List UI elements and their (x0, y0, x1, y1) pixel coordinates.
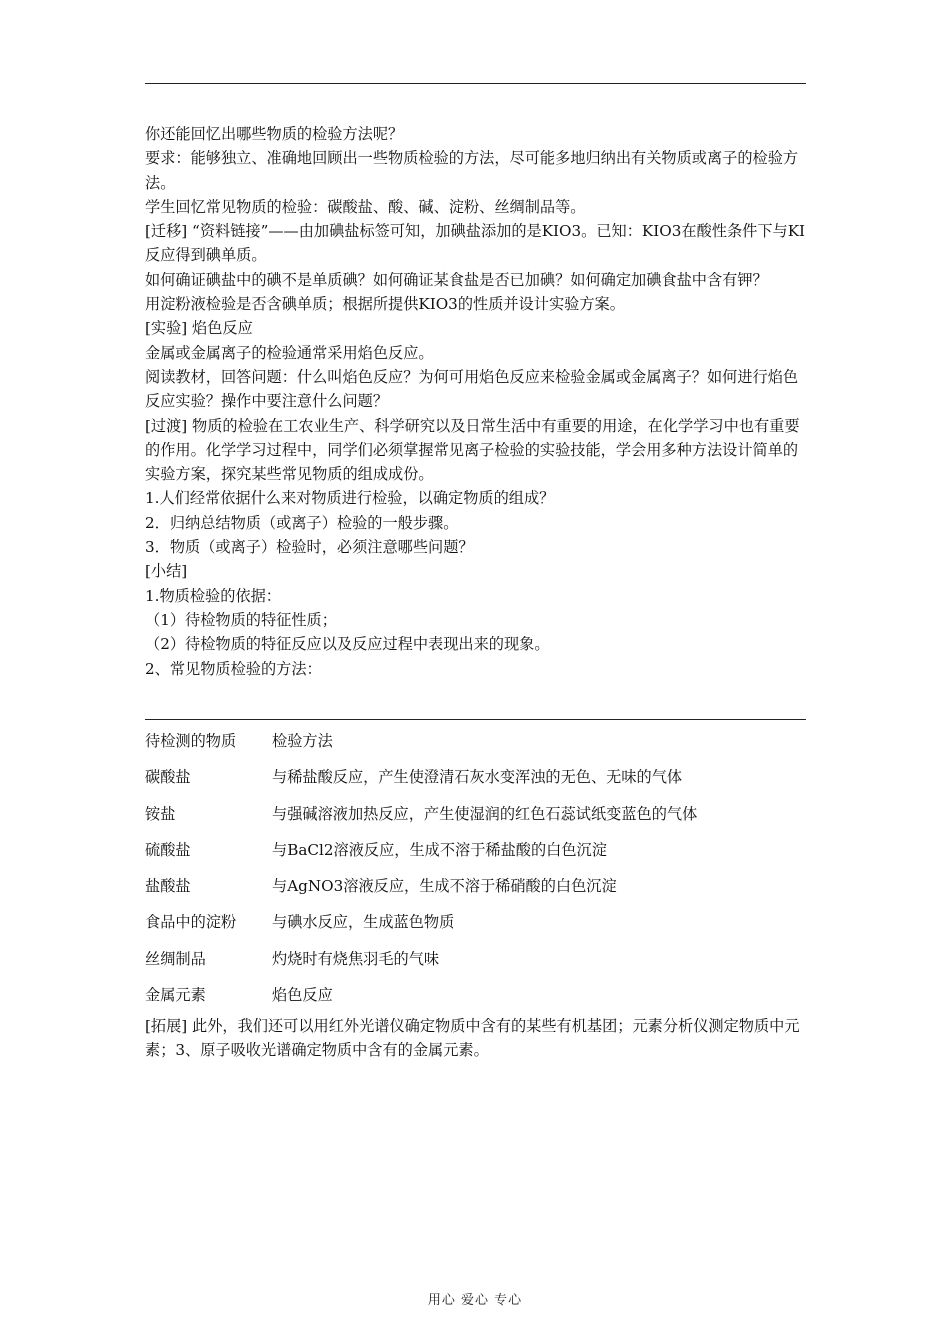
question-item: 2．归纳总结物质（或离子）检验的一般步骤。 (145, 513, 459, 532)
table-row (145, 947, 807, 983)
paragraph: [过渡] 物质的检验在工农业生产、科学研究以及日常生活中有重要的用途，在化学学习中也有重要的作用。化学学习过程中，同学们必须掌握常见离子检验的实验技能，学会用多种方法设计简单的实验方案，探究某些常见物质的组成成份。 (145, 416, 800, 484)
detection-methods-table (145, 729, 807, 1019)
summary-item: （1）待检物质的特征性质； (145, 610, 337, 629)
extension-section (145, 1014, 807, 1063)
table-cell-method: 与BaCl2溶液反应，生成不溶于稀盐酸的白色沉淀 (272, 840, 607, 859)
table-header-substance: 待检测的物质 (145, 732, 237, 750)
table-cell-method: 与碘水反应，生成蓝色物质 (272, 913, 455, 932)
table-cell-method: 与强碱溶液加热反应，产生使湿润的红色石蕊试纸变蓝色的气体 (272, 804, 698, 823)
paragraph: 金属或金属离子的检验通常采用焰色反应。 (145, 343, 434, 362)
table-header-row (145, 729, 807, 765)
table-row (145, 910, 807, 946)
header-rule (145, 83, 806, 84)
paragraph: 如何确证碘盐中的碘不是单质碘？如何确证某食盐是否已加碘？如何确定加碘食盐中含有钾？ (145, 270, 768, 289)
table-cell-method: 焰色反应 (272, 986, 333, 1005)
table-cell-substance: 丝绸制品 (145, 949, 206, 968)
summary-item: 2、常见物质检验的方法： (145, 659, 322, 678)
table-row (145, 874, 807, 910)
table-cell-method: 灼烧时有烧焦羽毛的气味 (272, 949, 440, 968)
question-item: 1.人们经常依据什么来对物质进行检验，以确定物质的组成？ (145, 489, 555, 508)
table-cell-method: 与稀盐酸反应，产生使澄清石灰水变浑浊的无色、无味的气体 (272, 768, 683, 787)
table-cell-method: 与AgNO3溶液反应，生成不溶于稀硝酸的白色沉淀 (272, 877, 617, 896)
table-cell-substance: 金属元素 (145, 986, 206, 1005)
table-row (145, 765, 807, 801)
paragraph: 阅读教材，回答问题：什么叫焰色反应？为何可用焰色反应来检验金属或金属离子？如何进行焰色反应实验？操作中要注意什么问题？ (145, 367, 799, 411)
table-cell-substance: 硫酸盐 (145, 840, 191, 859)
section-heading: [小结] (145, 562, 188, 581)
table-top-rule (145, 719, 806, 720)
section-heading: [实验] 焰色反应 (145, 319, 253, 338)
page-footer: 用心 爱心 专心 (427, 1293, 523, 1308)
summary-item: （2）待检物质的特征反应以及反应过程中表现出来的现象。 (145, 635, 550, 654)
table-cell-substance: 食品中的淀粉 (145, 913, 237, 932)
extension-paragraph: [拓展] 此外，我们还可以用红外光谱仪确定物质中含有的某些有机基团；元素分析仪测定物质中元素；3、原子吸收光谱确定物质中含有的金属元素。 (145, 1017, 800, 1060)
question-item: 3．物质（或离子）检验时，必须注意哪些问题？ (145, 538, 474, 557)
table-cell-substance: 碳酸盐 (145, 768, 191, 787)
table-row (145, 838, 807, 874)
table-cell-substance: 铵盐 (145, 804, 176, 823)
paragraph: 要求：能够独立、准确地回顾出一些物质检验的方法，尽可能多地归纳出有关物质或离子的检验方法。 (145, 149, 799, 192)
table-cell-substance: 盐酸盐 (145, 877, 191, 896)
table-row (145, 802, 807, 838)
paragraph: [迁移] “资料链接”——由加碘盐标签可知，加碘盐添加的是KIO3。已知：KIO3在酸性条件下与KI反应得到碘单质。 (145, 222, 806, 265)
summary-item: 1.物质检验的依据： (145, 586, 281, 605)
paragraph: 你还能回忆出哪些物质的检验方法呢？ (145, 125, 404, 143)
document-body (145, 122, 807, 681)
paragraph: 学生回忆常见物质的检验：碳酸盐、酸、碱、淀粉、丝绸制品等。 (145, 197, 586, 216)
table-header-method: 检验方法 (272, 732, 333, 750)
paragraph: 用淀粉液检验是否含碘单质；根据所提供KIO3的性质并设计实验方案。 (145, 295, 625, 314)
